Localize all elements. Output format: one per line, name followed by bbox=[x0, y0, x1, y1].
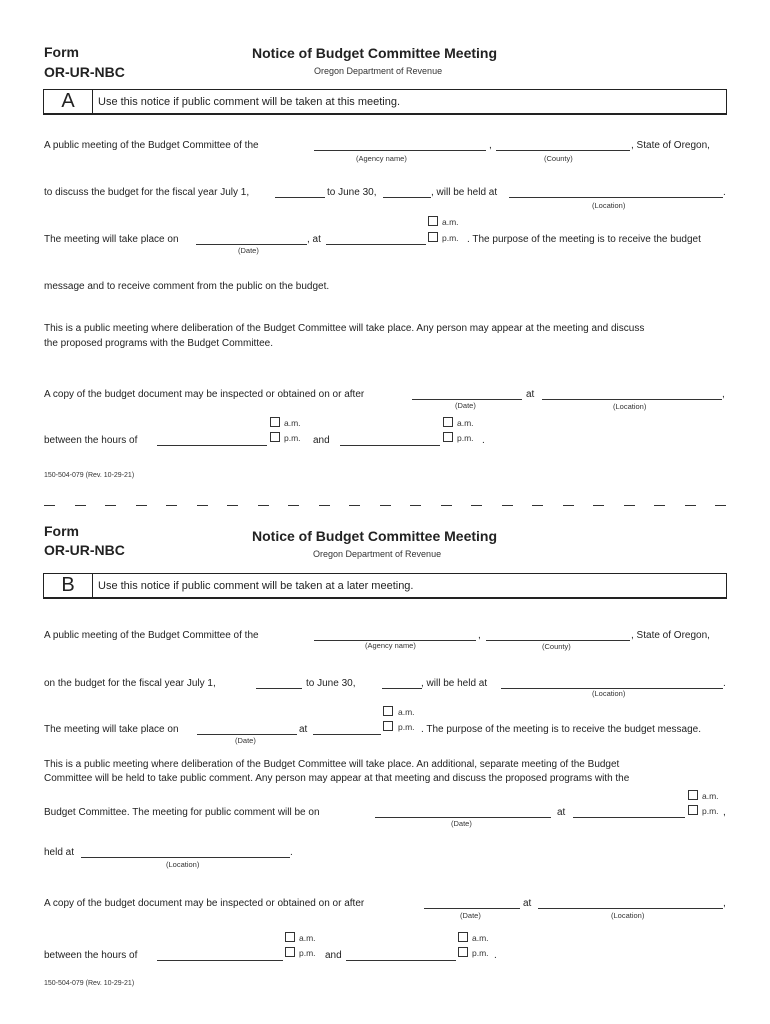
agency-name-field[interactable] bbox=[314, 150, 486, 151]
notice-banner bbox=[43, 89, 727, 115]
cut-line-dash bbox=[227, 505, 238, 506]
caption-date: (Date) bbox=[460, 911, 481, 920]
caption-county: (County) bbox=[544, 154, 573, 163]
cut-line-dash bbox=[288, 505, 299, 506]
text: on the budget for the fiscal year July 1, bbox=[44, 678, 216, 689]
caption-agency: (Agency name) bbox=[365, 641, 416, 650]
caption-date: (Date) bbox=[238, 246, 259, 255]
caption-location: (Location) bbox=[592, 689, 626, 698]
form-label: Form bbox=[44, 44, 79, 60]
cut-line-dash bbox=[532, 505, 543, 506]
comment-pm-checkbox[interactable] bbox=[688, 805, 698, 815]
pm-checkbox[interactable] bbox=[428, 232, 438, 242]
text: A copy of the budget document may be inspected or obtained on or after bbox=[44, 898, 365, 909]
cut-line-dash bbox=[593, 505, 604, 506]
end-time-field[interactable] bbox=[346, 960, 456, 961]
text: This is a public meeting where deliberation of the Budget Committee will take place. Any person may appear at the meeting and discuss bbox=[44, 323, 645, 334]
start-pm-checkbox[interactable] bbox=[270, 432, 280, 442]
pm-label: p.m. bbox=[472, 948, 489, 958]
end-pm-checkbox[interactable] bbox=[443, 432, 453, 442]
text: , will be held at bbox=[431, 187, 498, 198]
text: held at bbox=[44, 847, 75, 858]
inspection-date-field[interactable] bbox=[412, 399, 522, 400]
text: , at bbox=[307, 234, 321, 245]
text: The meeting will take place on bbox=[44, 724, 179, 735]
form-id: OR-UR-NBC bbox=[44, 64, 125, 80]
revision-number: 150-504-079 (Rev. 10-29-21) bbox=[44, 472, 135, 479]
text: The meeting will take place on bbox=[44, 234, 179, 245]
cut-line-dash bbox=[624, 505, 635, 506]
am-label: a.m. bbox=[457, 418, 474, 428]
comment-date-field[interactable] bbox=[375, 817, 551, 818]
text: . bbox=[723, 678, 726, 689]
cut-line-dash bbox=[380, 505, 391, 506]
text: message and to receive comment from the public on the budget. bbox=[44, 281, 330, 292]
start-time-field[interactable] bbox=[157, 960, 283, 961]
text: , State of Oregon, bbox=[631, 140, 710, 151]
fiscal-year-start-field[interactable] bbox=[275, 197, 325, 198]
cut-line-dash bbox=[654, 505, 665, 506]
text: A copy of the budget document may be inspected or obtained on or after bbox=[44, 389, 365, 400]
cut-line-dash bbox=[441, 505, 452, 506]
text: between the hours of bbox=[44, 950, 138, 961]
text: the proposed programs with the Budget Committee. bbox=[44, 338, 274, 349]
caption-date: (Date) bbox=[451, 819, 472, 828]
caption-location: (Location) bbox=[611, 911, 645, 920]
inspection-location-field[interactable] bbox=[542, 399, 722, 400]
cut-line-dash bbox=[258, 505, 269, 506]
am-label: a.m. bbox=[442, 217, 459, 227]
text: and bbox=[325, 950, 342, 961]
meeting-time-field[interactable] bbox=[326, 244, 426, 245]
caption-date: (Date) bbox=[455, 401, 476, 410]
am-label: a.m. bbox=[702, 791, 719, 801]
text: Committee will be held to take public comment. Any person may appear at that meeting and discuss the proposed programs with the bbox=[44, 773, 630, 784]
text: . bbox=[482, 435, 485, 446]
text: to discuss the budget for the fiscal year July 1, bbox=[44, 187, 250, 198]
cut-line-dash bbox=[715, 505, 726, 506]
text: at bbox=[299, 724, 308, 735]
county-field[interactable] bbox=[486, 640, 630, 641]
cut-line-dash bbox=[349, 505, 360, 506]
cut-line-dash bbox=[410, 505, 421, 506]
cut-line-dash bbox=[319, 505, 330, 506]
text: A public meeting of the Budget Committee of the bbox=[44, 630, 259, 641]
start-pm-checkbox[interactable] bbox=[285, 947, 295, 957]
end-time-field[interactable] bbox=[340, 445, 440, 446]
fiscal-year-start-field[interactable] bbox=[256, 688, 302, 689]
text: . bbox=[494, 950, 497, 961]
department: Oregon Department of Revenue bbox=[313, 549, 442, 559]
text: Budget Committee. The meeting for public comment will be on bbox=[44, 807, 320, 818]
text: , will be held at bbox=[421, 678, 488, 689]
end-am-checkbox[interactable] bbox=[458, 932, 468, 942]
text: at bbox=[523, 898, 532, 909]
notice-instruction: Use this notice if public comment will be taken at a later meeting. bbox=[98, 580, 414, 592]
form-label: Form bbox=[44, 523, 79, 539]
form-title: Notice of Budget Committee Meeting bbox=[252, 528, 498, 544]
notice-letter: A bbox=[44, 90, 93, 113]
text: , bbox=[723, 807, 726, 818]
start-time-field[interactable] bbox=[157, 445, 267, 446]
caption-location: (Location) bbox=[166, 860, 200, 869]
inspection-date-field[interactable] bbox=[424, 908, 520, 909]
form-id: OR-UR-NBC bbox=[44, 542, 125, 558]
text: A public meeting of the Budget Committee of the bbox=[44, 140, 259, 151]
pm-label: p.m. bbox=[299, 948, 316, 958]
text: , bbox=[478, 630, 481, 641]
text: . bbox=[290, 847, 293, 858]
county-field[interactable] bbox=[496, 150, 630, 151]
pm-checkbox[interactable] bbox=[383, 721, 393, 731]
cut-line-dash bbox=[105, 505, 116, 506]
text: to June 30, bbox=[306, 678, 356, 689]
caption-date: (Date) bbox=[235, 736, 256, 745]
am-checkbox[interactable] bbox=[383, 706, 393, 716]
text: . The purpose of the meeting is to receive the budget bbox=[467, 234, 701, 245]
cut-line-dash bbox=[197, 505, 208, 506]
comment-location-field[interactable] bbox=[81, 857, 290, 858]
cut-line-dash bbox=[471, 505, 482, 506]
text: This is a public meeting where deliberation of the Budget Committee will take place. An additional, separate meeting of the Budget bbox=[44, 759, 620, 770]
text: , bbox=[489, 140, 492, 151]
inspection-location-field[interactable] bbox=[538, 908, 723, 909]
end-pm-checkbox[interactable] bbox=[458, 947, 468, 957]
cut-line-dash bbox=[563, 505, 574, 506]
cut-line-dash bbox=[75, 505, 86, 506]
fiscal-year-end-field[interactable] bbox=[382, 688, 422, 689]
start-am-checkbox[interactable] bbox=[285, 932, 295, 942]
caption-location: (Location) bbox=[592, 201, 626, 210]
am-checkbox[interactable] bbox=[428, 216, 438, 226]
notice-banner bbox=[43, 573, 727, 599]
am-label: a.m. bbox=[472, 933, 489, 943]
cut-line-dash bbox=[166, 505, 177, 506]
start-am-checkbox[interactable] bbox=[270, 417, 280, 427]
am-label: a.m. bbox=[398, 707, 415, 717]
pm-label: p.m. bbox=[398, 722, 415, 732]
cut-line-dash bbox=[685, 505, 696, 506]
cut-line-dash bbox=[502, 505, 513, 506]
comment-am-checkbox[interactable] bbox=[688, 790, 698, 800]
pm-label: p.m. bbox=[457, 433, 474, 443]
text: between the hours of bbox=[44, 435, 138, 446]
end-am-checkbox[interactable] bbox=[443, 417, 453, 427]
am-label: a.m. bbox=[284, 418, 301, 428]
cut-line-dash bbox=[44, 505, 55, 506]
form-title: Notice of Budget Committee Meeting bbox=[252, 45, 498, 61]
text: and bbox=[313, 435, 330, 446]
text: , State of Oregon, bbox=[631, 630, 710, 641]
text: at bbox=[526, 389, 535, 400]
cut-line-dash bbox=[136, 505, 147, 506]
text: , bbox=[722, 389, 725, 400]
text: at bbox=[557, 807, 566, 818]
department: Oregon Department of Revenue bbox=[314, 66, 443, 76]
pm-label: p.m. bbox=[702, 806, 719, 816]
meeting-date-field[interactable] bbox=[196, 244, 307, 245]
text: . The purpose of the meeting is to receive the budget message. bbox=[421, 724, 701, 735]
pm-label: p.m. bbox=[284, 433, 301, 443]
fiscal-year-end-field[interactable] bbox=[383, 197, 431, 198]
am-label: a.m. bbox=[299, 933, 316, 943]
caption-county: (County) bbox=[542, 642, 571, 651]
notice-instruction: Use this notice if public comment will be taken at this meeting. bbox=[98, 96, 401, 108]
caption-agency: (Agency name) bbox=[356, 154, 407, 163]
text: , bbox=[723, 898, 726, 909]
text: . bbox=[723, 187, 726, 198]
meeting-date-field[interactable] bbox=[197, 734, 297, 735]
comment-time-field[interactable] bbox=[573, 817, 685, 818]
caption-location: (Location) bbox=[613, 402, 647, 411]
location-field[interactable] bbox=[509, 197, 723, 198]
pm-label: p.m. bbox=[442, 233, 459, 243]
meeting-time-field[interactable] bbox=[313, 734, 381, 735]
revision-number: 150-504-079 (Rev. 10-29-21) bbox=[44, 980, 135, 987]
notice-letter: B bbox=[44, 574, 93, 597]
text: to June 30, bbox=[327, 187, 377, 198]
